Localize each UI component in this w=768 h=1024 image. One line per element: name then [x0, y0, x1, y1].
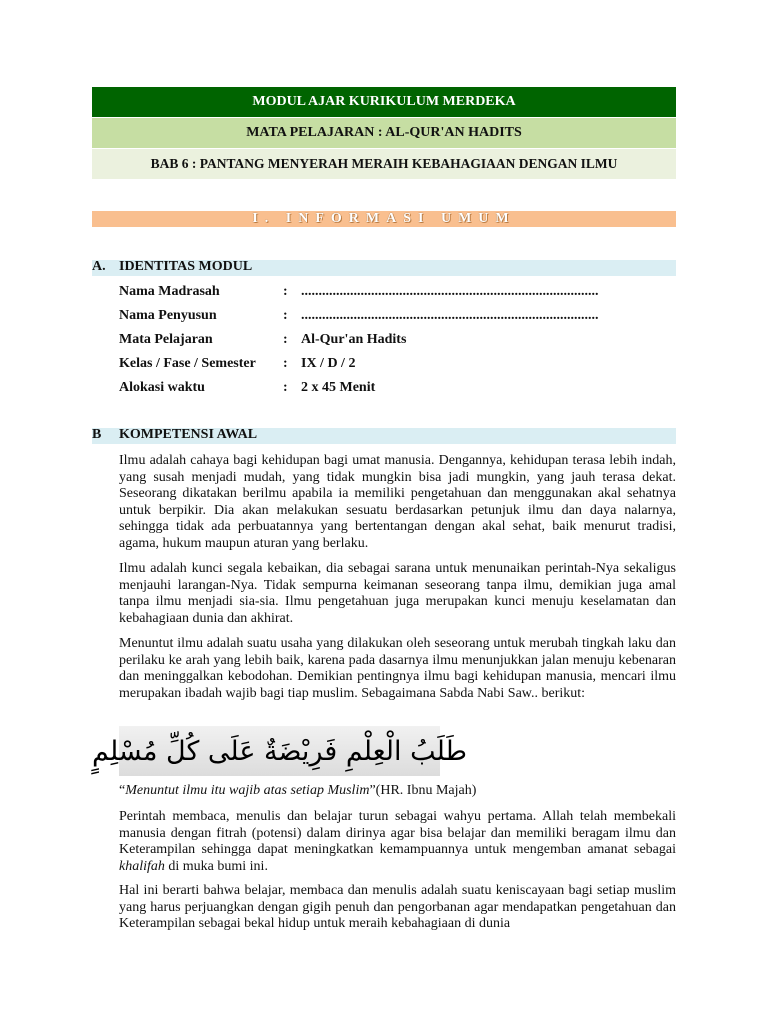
- identity-colon: :: [283, 356, 288, 371]
- identity-label: Nama Penyusun: [119, 308, 217, 323]
- identity-value: .....................................................................................: [301, 284, 599, 299]
- paragraph-2: Ilmu adalah kunci segala kebaikan, dia sebagai sarana untuk menunaikan perintah-Nya sekaligus menjauhi larangan-Nya. Tidak sempurna keimanan seseorang tanpa ilmu, demikian juga amal tanpa ilmu menjadi sia-sia. Ilmu pengetahuan juga merupakan kunci menuju keselamatan dan kebahagiaan dunia dan akhirat.: [119, 561, 676, 626]
- identity-value: .....................................................................................: [301, 308, 599, 323]
- module-title-band: [92, 87, 676, 117]
- subject-title: MATA PELAJARAN : AL-QUR'AN HADITS: [246, 125, 522, 140]
- identity-label: Alokasi waktu: [119, 380, 205, 395]
- paragraph-3: Menuntut ilmu adalah suatu usaha yang dilakukan oleh seseorang untuk merubah tingkah laku dan perilaku ke arah yang lebih baik, karena pada dasarnya ilmu menunjukkan jalan menuju kebenaran dan meninggalkan kebodohan. Demikian pentingnya ilmu bagi kehidupan manusia, mencari ilmu merupakan ibadah wajib bagi tiap muslim. Sebagaimana Sabda Nabi Saw.. berikut:: [119, 636, 676, 701]
- identity-label: Nama Madrasah: [119, 284, 220, 299]
- identity-section-number: A.: [92, 259, 106, 274]
- paragraph-1: Ilmu adalah cahaya bagi kehidupan bagi umat manusia. Dengannya, kehidupan terasa lebih indah, yang susah menjadi mudah, yang tidak mungkin bisa jadi mungkin, yang jauh terasa dekat. Seseorang dikatakan berilmu apabila ia memiliki pengetahuan dan menggunakan akal sehatnya untuk berpikir. Dia akan melakukan sesuatu berdasarkan petunjuk ilmu dan daya nalarnya, sehingga tidak ada perbuatannya yang bertentangan dengan akal sehat, baik menurut tradisi, agama, hukum maupun aturan yang berlaku.: [119, 453, 676, 551]
- hadith-arabic-box: [91, 726, 468, 776]
- identity-section-title: IDENTITAS MODUL: [119, 259, 253, 274]
- identity-label: Kelas / Fase / Semester: [119, 356, 256, 371]
- identity-colon: :: [283, 308, 288, 323]
- hadith-translation-italic: Menuntut ilmu itu wajib atas setiap Muslim: [125, 783, 370, 798]
- quote-open-mark: “: [119, 783, 126, 798]
- hadith-arabic-text: طَلَبُ الْعِلْمِ فَرِيْضَةٌ عَلَى كُلِّ مُسْلِمٍ: [91, 735, 468, 767]
- competence-section-header: [92, 428, 676, 444]
- identity-colon: :: [283, 284, 288, 299]
- identity-colon: :: [283, 380, 288, 395]
- paragraph-4-end: di muka bumi ini.: [164, 858, 268, 874]
- hadith-translation: [119, 783, 476, 799]
- identity-value: Al-Qur'an Hadits: [301, 332, 407, 347]
- paragraph-4: [119, 809, 676, 875]
- chapter-title: BAB 6 : PANTANG MENYERAH MERAIH KEBAHAGIAAN DENGAN ILMU: [150, 156, 618, 171]
- hadith-source: ”(HR. Ibnu Majah): [369, 783, 477, 798]
- identity-label: Mata Pelajaran: [119, 332, 213, 347]
- paragraph-5: Hal ini berarti bahwa belajar, membaca dan menulis adalah suatu keniscayaan bagi setiap muslim yang harus perjuangkan dengan gigih penuh dan pengorbanan agar mendapatkan pengetahuan dan Keterampilan sebagai bekal hidup untuk meraih kebahagiaan di dunia: [119, 883, 676, 932]
- subject-band: [92, 118, 676, 148]
- chapter-band: [92, 149, 676, 179]
- identity-colon: :: [283, 332, 288, 347]
- identity-value: IX / D / 2: [301, 356, 356, 371]
- paragraph-4-text: Perintah membaca, menulis dan belajar turun sebagai wahyu pertama. Allah telah membekali manusia dengan fitrah (potensi) dalam dirinya agar bisa belajar dan memiliki beragam ilmu dan Keterampilan sehingga dapat meningkatkan kemampuannya untuk mengemban amanat sebagai: [119, 809, 676, 858]
- identity-section-header: [92, 260, 676, 276]
- section-general-info-band: [92, 211, 676, 227]
- paragraph-4-khalifah: khalifah: [119, 858, 165, 874]
- section-general-info-title: I. INFORMASI UMUM: [252, 211, 516, 226]
- competence-section-title: KOMPETENSI AWAL: [119, 427, 258, 442]
- competence-section-number: B: [92, 427, 102, 442]
- module-title: MODUL AJAR KURIKULUM MERDEKA: [252, 94, 516, 109]
- identity-value: 2 x 45 Menit: [301, 380, 376, 395]
